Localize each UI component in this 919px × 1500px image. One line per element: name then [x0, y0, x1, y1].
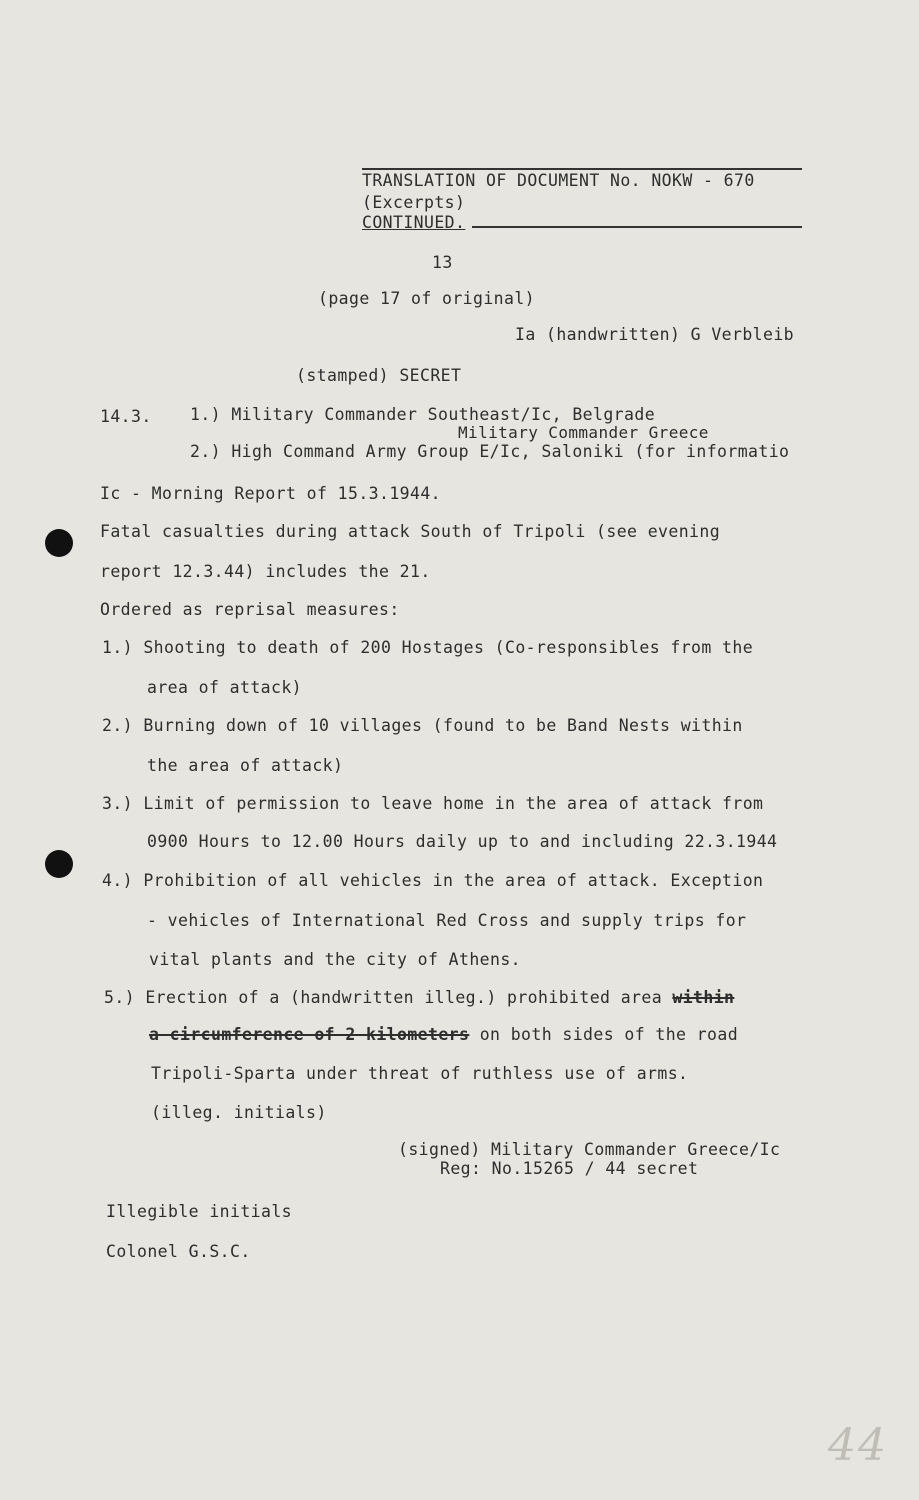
recipient-1b: Military Commander Greece: [458, 423, 709, 442]
ordered-heading: Ordered as reprisal measures:: [100, 600, 400, 619]
paragraph-line: report 12.3.44) includes the 21.: [100, 562, 431, 581]
margin-page-number: 44: [828, 1420, 888, 1471]
recipient-1: 1.) Military Commander Southeast/Ic, Belgrade: [190, 405, 656, 424]
footer-initials: Illegible initials: [106, 1202, 293, 1221]
struck-text: within: [672, 988, 735, 1007]
document-title: TRANSLATION OF DOCUMENT No. NOKW - 670: [362, 171, 755, 190]
struck-text: a circumference of 2 kilometers: [149, 1025, 470, 1044]
page-number: 13: [432, 253, 453, 272]
recipient-2: 2.) High Command Army Group E/Ic, Saloniki (for informatio: [190, 442, 790, 461]
footer-rank: Colonel G.S.C.: [106, 1242, 251, 1261]
punch-hole-bottom: [45, 850, 73, 878]
continued-label: CONTINUED.: [362, 213, 466, 232]
handwritten-note: Ia (handwritten) G Verbleib: [515, 325, 795, 344]
measure-5-text: 5.) Erection of a (handwritten illeg.) prohibited area: [104, 988, 663, 1007]
measure-5-line: Tripoli-Sparta under threat of ruthless use of arms.: [151, 1064, 689, 1083]
header-rule-top: [362, 168, 802, 170]
measure-4-line: vital plants and the city of Athens.: [149, 950, 522, 969]
measure-3-line: 3.) Limit of permission to leave home in the area of attack from: [102, 794, 764, 813]
date-ref: 14.3.: [100, 407, 152, 426]
excerpts-label: (Excerpts): [362, 193, 466, 212]
measure-2-line: the area of attack): [147, 756, 344, 775]
measure-2-line: 2.) Burning down of 10 villages (found to be Band Nests within: [102, 716, 743, 735]
illegible-initials: (illeg. initials): [151, 1103, 327, 1122]
original-page-ref: (page 17 of original): [318, 289, 536, 308]
report-title: Ic - Morning Report of 15.3.1944.: [100, 484, 442, 503]
measure-5-line: [104, 988, 734, 1007]
measure-1-line: 1.) Shooting to death of 200 Hostages (Co-responsibles from the: [102, 638, 754, 657]
measure-5-text: on both sides of the road: [479, 1025, 739, 1044]
measure-1-line: area of attack): [147, 678, 303, 697]
signature-line: (signed) Military Commander Greece/Ic: [398, 1140, 781, 1159]
measure-4-line: 4.) Prohibition of all vehicles in the area of attack. Exception: [102, 871, 764, 890]
secret-stamp: (stamped) SECRET: [296, 366, 462, 385]
punch-hole-top: [45, 529, 73, 557]
registration-number: Reg: No.15265 / 44 secret: [440, 1159, 699, 1178]
paragraph-line: Fatal casualties during attack South of Tripoli (see evening: [100, 522, 721, 541]
measure-5-line: [149, 1025, 738, 1044]
header-rule-bottom: [472, 226, 802, 228]
measure-3-line: 0900 Hours to 12.00 Hours daily up to and including 22.3.1944: [147, 832, 778, 851]
measure-4-line: - vehicles of International Red Cross and supply trips for: [147, 911, 747, 930]
